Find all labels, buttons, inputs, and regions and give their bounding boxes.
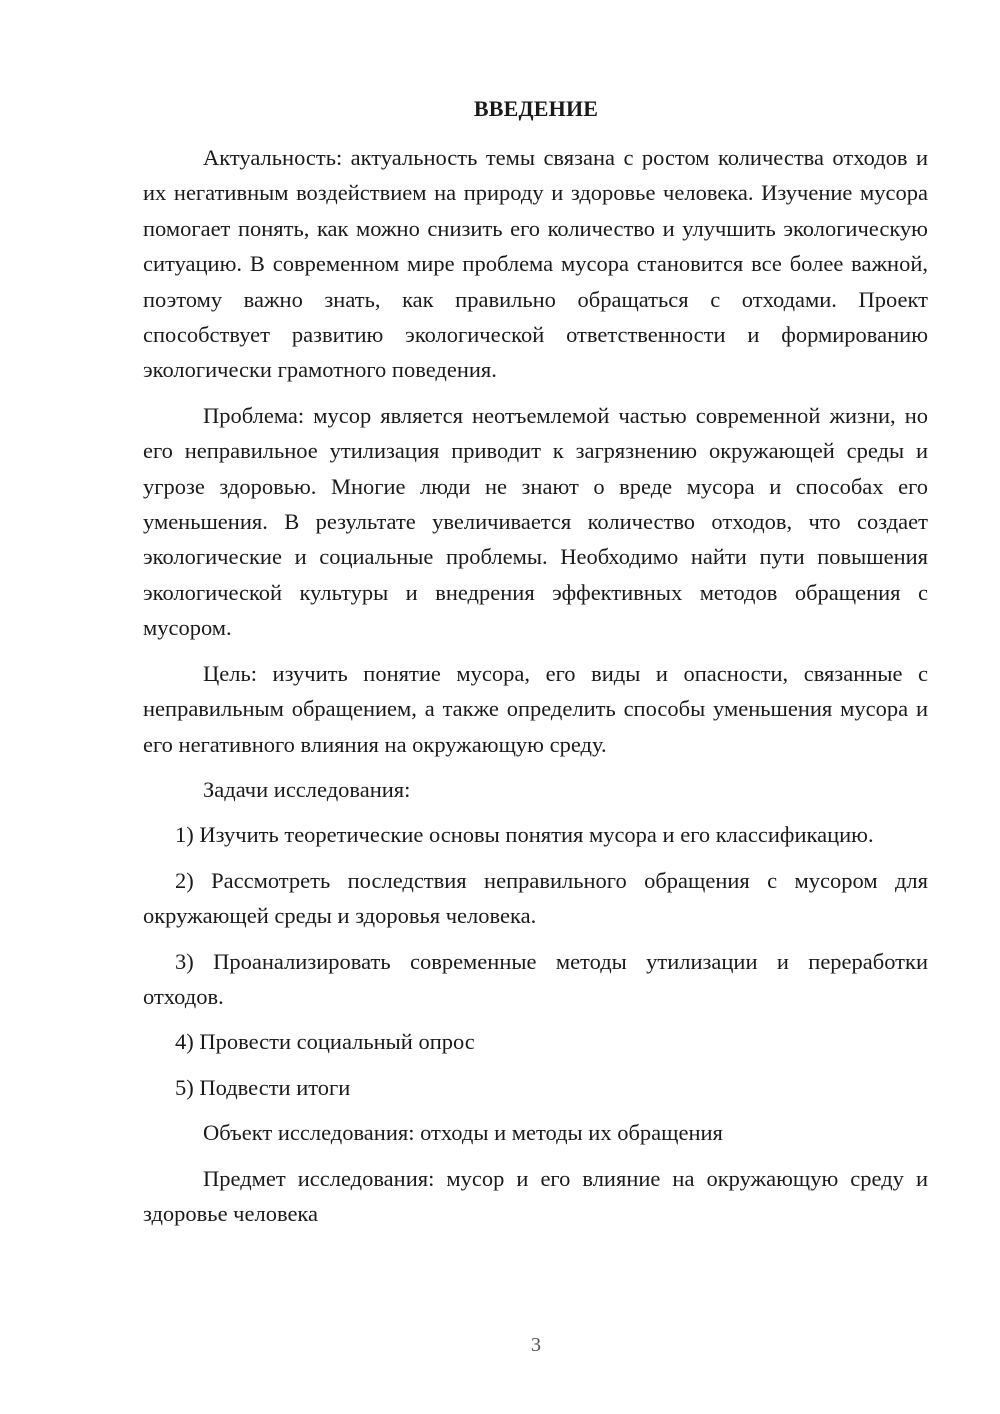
task-item-3: 3) Проанализировать современные методы утилизации и переработки отходов. [143, 948, 928, 1009]
page-number: 3 [531, 1334, 541, 1356]
paragraph-relevance: Актуальность: актуальность темы связана с ростом количества отходов и их негативным воздействием на природу и здоровье человека. Изучение мусора помогает понять, как можно снизить его количество и улучшить экологическую ситуацию. В современном мире проблема мусора становится все более важной, поэтому важно знать, как правильно обращаться с отходами. Проект способствует развитию экологической ответственности и формированию экологически грамотного поведения. [143, 145, 928, 383]
section-title: ВВЕДЕНИЕ [473, 96, 599, 121]
tasks-heading: Задачи исследования: [203, 776, 411, 802]
task-item-5: 5) Подвести итоги [175, 1074, 351, 1100]
task-item-4: 4) Провести социальный опрос [175, 1029, 475, 1055]
paragraph-problem: Проблема: мусор является неотъемлемой частью современной жизни, но его неправильное утилизация приводит к загрязнению окружающей среды и угрозе здоровью. Многие люди не знают о вреде мусора и способах его уменьшения. В результате увеличивается количество отходов, что создает экологические и социальные проблемы. Необходимо найти пути повышения экологической культуры и внедрения эффективных методов обращения с мусором. [143, 402, 928, 641]
research-object: Объект исследования: отходы и методы их обращения [203, 1120, 723, 1146]
task-item-2: 2) Рассмотреть последствия неправильного обращения с мусором для окружающей среды и здоровья человека. [143, 867, 928, 929]
body-text [143, 140, 928, 1241]
research-subject: Предмет исследования: мусор и его влияние на окружающую среду и здоровье человека [143, 1165, 928, 1226]
paragraph-goal: Цель: изучить понятие мусора, его виды и опасности, связанные с неправильным обращением, а также определить способы уменьшения мусора и его негативного влияния на окружающую среду. [143, 660, 928, 757]
task-item-1: 1) Изучить теоретические основы понятия мусора и его классификацию. [175, 822, 874, 848]
